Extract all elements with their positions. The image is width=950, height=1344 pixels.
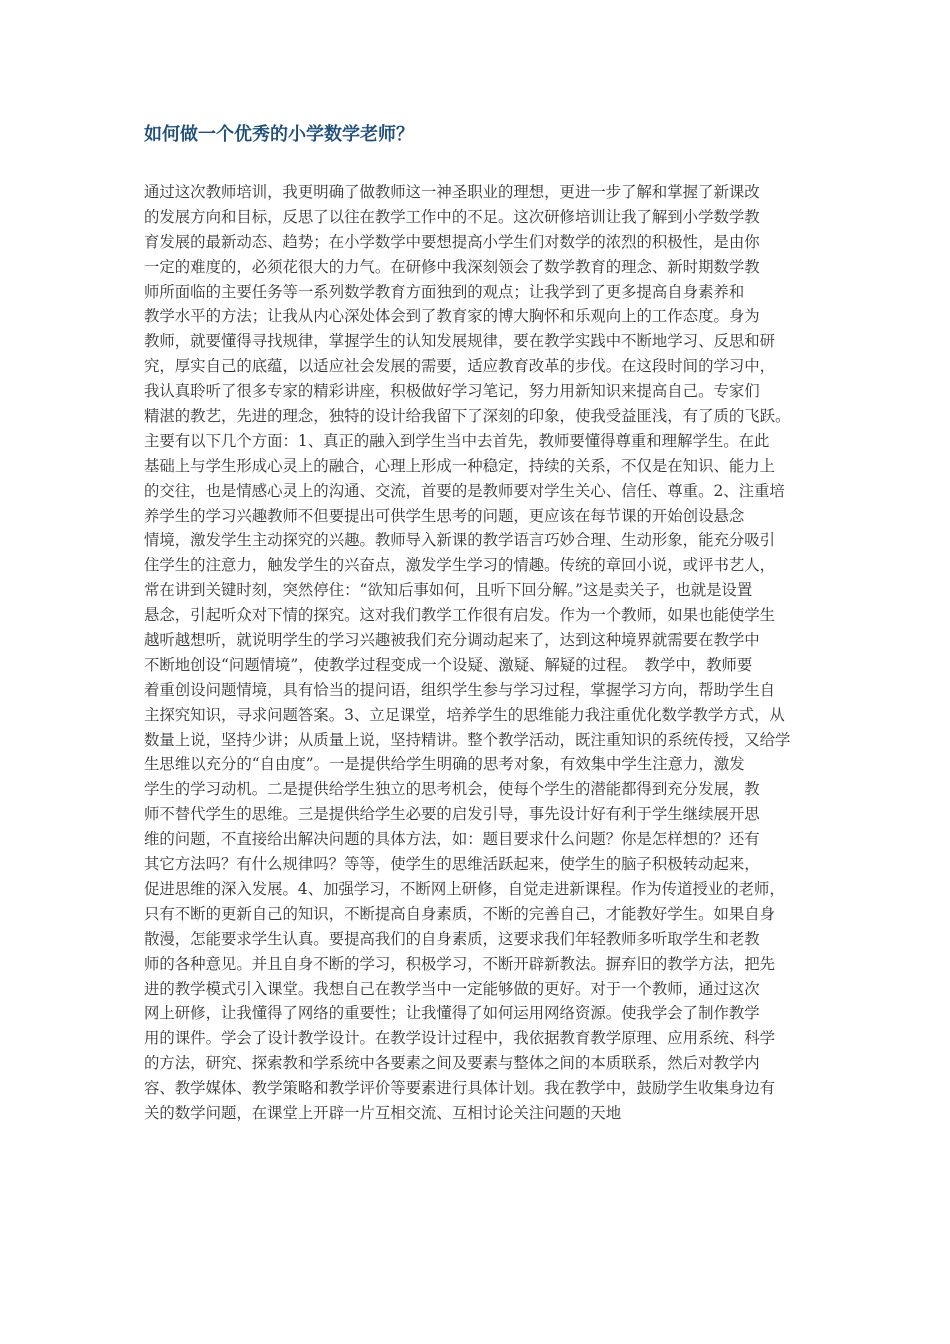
article-body — [144, 180, 816, 1126]
paragraph-line: 基础上与学生形成心灵上的融合，心理上形成一种稳定，持续的关系，不仅是在知识、能力上 — [144, 456, 776, 475]
paragraph-line: 师的各种意见。并且自身不断的学习，积极学习，不断开辟新教法。摒弃旧的教学方法，把先 — [144, 954, 776, 973]
paragraph-line: 师所面临的主要任务等一系列数学教育方面独到的观点；让我学到了更多提高自身素养和 — [144, 282, 745, 301]
paragraph-line: 究，厚实自己的底蕴，以适应社会发展的需要，适应教育改革的步伐。在这段时间的学习中， — [144, 357, 776, 376]
paragraph-line: 教学水平的方法；让我从内心深处体会到了教育家的博大胸怀和乐观向上的工作态度。身为 — [144, 307, 760, 326]
paragraph-line: 常在讲到关键时刻，突然停住：“欲知后事如何，且听下回分解。”这是卖关子，也就是设置 — [144, 581, 753, 600]
paragraph-line: 着重创设问题情境，具有恰当的提问语，组织学生参与学习过程，掌握学习方向，帮助学生自 — [144, 680, 776, 699]
paragraph-line: 养学生的学习兴趣教师不但要提出可供学生思考的问题，更应该在每节课的开始创设悬念 — [144, 506, 745, 525]
paragraph-line: 进的教学模式引入课堂。我想自己在教学当中一定能够做的更好。对于一个教师，通过这次 — [144, 979, 760, 998]
paragraph-line: 教师，就要懂得寻找规律，掌握学生的认知发展规律，要在教学实践中不断地学习、反思和研 — [144, 332, 776, 351]
paragraph-line: 住学生的注意力，触发学生的兴奋点，激发学生学习的情趣。传统的章回小说，或评书艺人， — [144, 556, 776, 575]
paragraph-line: 通过这次教师培训，我更明确了做教师这一神圣职业的理想，更进一步了解和掌握了新课改 — [144, 183, 760, 201]
paragraph-line: 的交往，也是情感心灵上的沟通、交流，首要的是教师要对学生关心、信任、尊重。2、注重培 — [144, 481, 785, 500]
paragraph-line: 其它方法吗？有什么规律吗？等等，使学生的思维活跃起来，使学生的脑子积极转动起来， — [144, 855, 760, 874]
paragraph-line: 悬念，引起听众对下情的探究。这对我们教学工作很有启发。作为一个教师，如果也能使学生 — [144, 606, 776, 625]
paragraph-line: 一定的难度的，必须花很大的力气。在研修中我深刻领会了数学教育的理念、新时期数学教 — [144, 257, 760, 276]
paragraph-line: 我认真聆听了很多专家的精彩讲座，积极做好学习笔记，努力用新知识来提高自己。专家们 — [144, 382, 760, 401]
paragraph-line: 的发展方向和目标，反思了以往在教学工作中的不足。这次研修培训让我了解到小学数学教 — [144, 207, 760, 226]
paragraph-line: 越听越想听，就说明学生的学习兴趣被我们充分调动起来了，达到这种境界就需要在教学中 — [144, 631, 760, 650]
paragraph-line: 生思维以充分的“自由度”。一是提供给学生明确的思考对象，有效集中学生注意力，激发 — [144, 755, 745, 774]
paragraph-line: 数量上说，坚持少讲；从质量上说，坚持精讲。整个教学活动，既注重知识的系统传授，又给学 — [144, 730, 791, 749]
paragraph-line: 网上研修，让我懂得了网络的重要性；让我懂得了如何运用网络资源。使我学会了制作教学 — [144, 1004, 760, 1023]
paragraph-line: 用的课件。学会了设计教学设计。在教学设计过程中，我依据教育教学原理、应用系统、科学 — [144, 1029, 776, 1048]
paragraph-line: 只有不断的更新自己的知识，不断提高自身素质，不断的完善自己，才能教好学生。如果自身 — [144, 904, 776, 923]
page-title: 如何做一个优秀的小学数学老师？ — [144, 124, 414, 145]
paragraph-line: 师不替代学生的思维。三是提供给学生必要的启发引导，事先设计好有利于学生继续展开思 — [144, 805, 760, 824]
paragraph-line: 散漫，怎能要求学生认真。要提高我们的自身素质，这要求我们年轻教师多听取学生和老教 — [144, 929, 760, 948]
paragraph-line: 情境，激发学生主动探究的兴趣。教师导入新课的教学语言巧妙合理、生动形象，能充分吸引 — [144, 531, 776, 550]
paragraph-line: 主探究知识，寻求问题答案。3、立足课堂，培养学生的思维能力我注重优化数学教学方式，从 — [144, 705, 785, 724]
paragraph-line: 关的数学问题，在课堂上开辟一片互相交流、互相讨论关注问题的天地 — [144, 1103, 622, 1122]
paragraph-line: 学生的学习动机。二是提供给学生独立的思考机会，使每个学生的潜能都得到充分发展，教 — [144, 780, 760, 799]
paragraph-line: 精湛的教艺，先进的理念，独特的设计给我留下了深刻的印象，使我受益匪浅，有了质的飞跃。 — [144, 407, 791, 426]
paragraph-line: 促进思维的深入发展。4、加强学习，不断网上研修，自觉走进新课程。作为传道授业的老师， — [144, 879, 785, 898]
paragraph-line: 育发展的最新动态、趋势；在小学数学中要想提高小学生们对数学的浓烈的积极性，是由你 — [144, 232, 760, 251]
paragraph-line: 的方法，研究、探索教和学系统中各要素之间及要素与整体之间的本质联系，然后对教学内 — [144, 1054, 760, 1073]
paragraph-line: 容、教学媒体、教学策略和教学评价等要素进行具体计划。我在教学中，鼓励学生收集身边有 — [144, 1079, 776, 1098]
paragraph-line: 维的问题，不直接给出解决问题的具体方法，如：题目要求什么问题？你是怎样想的？还有 — [144, 830, 760, 849]
paragraph-line: 不断地创设“问题情境”，使教学过程变成一个设疑、激疑、解疑的过程。 教学中，教师要 — [144, 655, 753, 674]
paragraph-line: 主要有以下几个方面：1、真正的融入到学生当中去首先，教师要懂得尊重和理解学生。在此 — [144, 431, 770, 450]
